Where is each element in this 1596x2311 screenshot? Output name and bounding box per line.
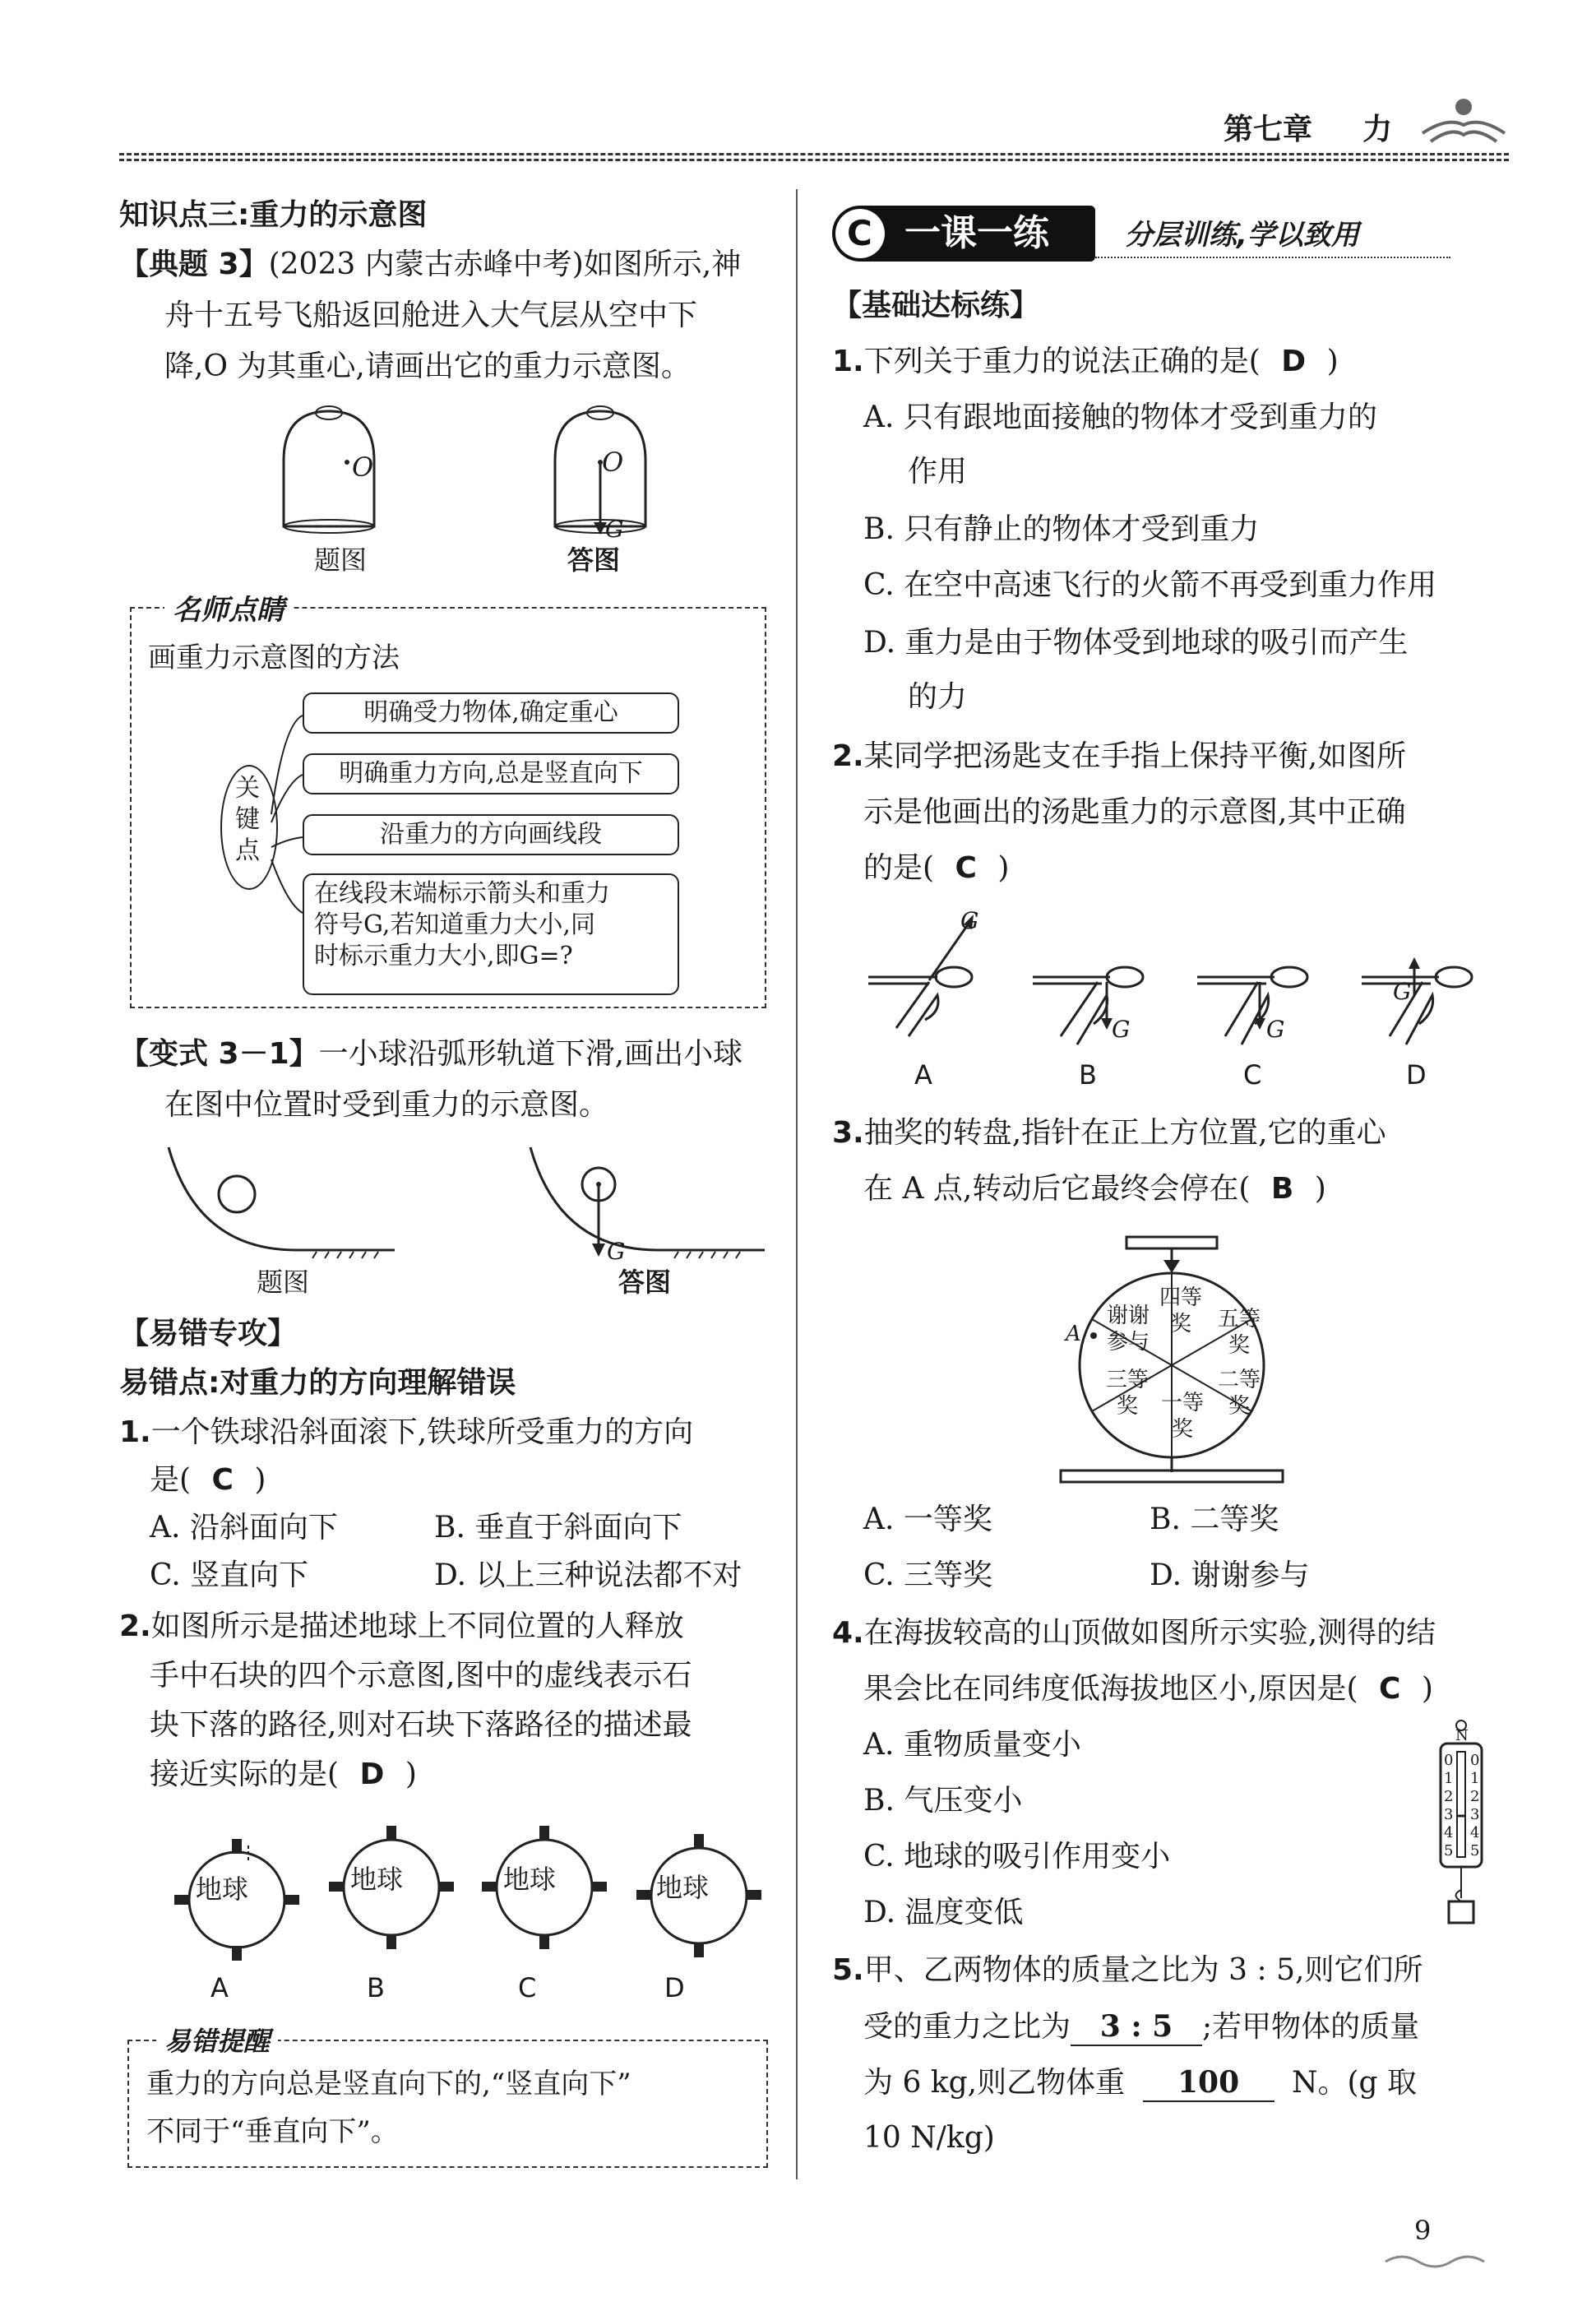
column-divider	[796, 189, 798, 2179]
r-q4-text1: 在海拔较高的山顶做如图所示实验,测得的结	[863, 1616, 1436, 1650]
mistake-q2-line3: 块下落的路径,则对石块下落路径的描述最	[150, 1708, 692, 1742]
example3-line1	[119, 247, 741, 283]
r-q1-option-a1: A. 只有跟地面接触的物体才受到重力的	[863, 401, 1377, 434]
r-q4-text2: 果会比在同纬度低海拔地区小,原因是(	[863, 1672, 1358, 1706]
r-q5-line3	[863, 2064, 1417, 2102]
r-q4-option-a: A. 重物质量变小	[863, 1728, 1081, 1762]
capsule-question-caption: 题图	[314, 544, 368, 576]
footer-ornament-icon	[1381, 2252, 1488, 2272]
scale-tick-1: 1	[1444, 1770, 1454, 1787]
r-q3-line1	[832, 1115, 1386, 1151]
page-number: 9	[1414, 2215, 1432, 2246]
tip-method: 画重力示意图的方法	[148, 641, 400, 674]
mistake-q1-line2	[150, 1462, 266, 1498]
r-q3-paren-close: )	[1314, 1172, 1326, 1206]
key-point-1: 明确受力物体,确定重心	[303, 692, 679, 734]
earth-c-label: C	[518, 1972, 537, 2003]
scale-tick-0: 0	[1444, 1752, 1454, 1769]
wheel-sector-5: 三等奖	[1105, 1368, 1149, 1419]
mistake-q1-num: 1.	[119, 1415, 151, 1449]
r-q4-option-d: D. 温度变低	[863, 1896, 1024, 1929]
r-q3-text2: 在 A 点,转动后它最终会停在(	[863, 1172, 1251, 1206]
r-q1-num: 1.	[832, 345, 864, 378]
r-q3-option-c: C. 三等奖	[863, 1558, 993, 1592]
spoon-figure-b	[1028, 946, 1151, 1053]
mistake-q2-num: 2.	[119, 1609, 151, 1643]
capsule-answer-caption: 答图	[567, 544, 621, 576]
header-rule	[119, 153, 1509, 155]
spoon-figure-c	[1192, 946, 1316, 1053]
mistake-q1-text1: 一个铁球沿斜面滚下,铁球所受重力的方向	[150, 1415, 694, 1449]
r-q1-paren-close: )	[1326, 345, 1339, 378]
track-question-figure	[164, 1143, 403, 1267]
r-q5-text4: 为 6 kg,则乙物体重	[863, 2066, 1126, 2100]
r-q3-option-a: A. 一等奖	[863, 1503, 992, 1536]
mistake-q1-option-d: D. 以上三种说法都不对	[434, 1558, 742, 1592]
scale-tick-2: 2	[1444, 1788, 1454, 1805]
r-q3-num: 3.	[832, 1116, 864, 1150]
r-q2-num: 2.	[832, 739, 864, 773]
mistake-q1-option-b: B. 垂直于斜面向下	[434, 1511, 682, 1545]
r-q1-option-c: C. 在空中高速飞行的火箭不再受到重力作用	[863, 568, 1437, 602]
r-q4-option-b: B. 气压变小	[863, 1784, 1023, 1818]
banner-rule	[1095, 257, 1450, 258]
mistake-warning-title: 易错提醒	[156, 2023, 278, 2059]
kp3-title: 知识点三:重力的示意图	[119, 198, 428, 232]
mistake-q2-line2: 手中石块的四个示意图,图中的虚线表示石	[150, 1659, 692, 1693]
mistake-q1-line1	[119, 1415, 693, 1451]
r-q2-line1	[832, 739, 1406, 775]
key-point-4-line1: 在线段末端标示箭头和重力	[314, 879, 610, 908]
prize-wheel-figure	[1061, 1234, 1283, 1489]
basic-section-title: 【基础达标练】	[832, 289, 1040, 322]
earth-b-text: 地球	[350, 1864, 404, 1895]
r-q2-line2: 示是他画出的汤匙重力的示意图,其中正确	[863, 795, 1406, 829]
variant31-text1: 一小球沿弧形轨道下滑,画出小球	[318, 1037, 743, 1071]
capsule-answer-figure	[543, 403, 658, 551]
header-rule-2	[119, 159, 1509, 161]
mistake-section-title: 【易错专攻】	[119, 1317, 298, 1350]
wheel-sector-1: 四等奖	[1159, 1285, 1202, 1336]
spoon-a-label: A	[914, 1059, 932, 1091]
scale-tick-r1: 1	[1470, 1770, 1480, 1787]
spoon-a-g: G	[960, 907, 979, 934]
earth-d-label: D	[664, 1972, 685, 2003]
capsule-o-label: O	[352, 452, 374, 483]
mistake-q1-option-a: A. 沿斜面向下	[150, 1511, 338, 1545]
example3-line2: 舟十五号飞船返回舱进入大气层从空中下	[164, 299, 698, 332]
r-q4-paren-close: )	[1421, 1672, 1433, 1706]
key-point-4-line2: 符号G,若知道重力大小,同	[314, 910, 595, 939]
variant31-line2: 在图中位置时受到重力的示意图。	[164, 1088, 609, 1122]
r-q5-text2: 受的重力之比为	[863, 2010, 1071, 2044]
mistake-q2-answer: D	[359, 1758, 385, 1791]
mistake-q1-answer: C	[211, 1463, 234, 1497]
r-q4-answer: C	[1378, 1672, 1401, 1706]
chapter-topic: 力	[1362, 113, 1393, 146]
r-q2-line3	[863, 850, 1009, 887]
mistake-point: 易错点:对重力的方向理解错误	[119, 1366, 516, 1400]
key-point-4-line3: 时标示重力大小,即G=?	[314, 942, 573, 970]
track-answer-g-label: G	[607, 1238, 626, 1265]
mistake-q2-paren-close: )	[405, 1758, 417, 1791]
mistake-q2-paren-open: 接近实际的是(	[150, 1758, 340, 1791]
r-q1-line1	[832, 344, 1339, 380]
teacher-tip-title: 名师点睛	[164, 592, 293, 628]
r-q2-answer: C	[955, 851, 977, 885]
key-point-2: 明确重力方向,总是竖直向下	[303, 753, 679, 794]
capsule-answer-o-label: O	[602, 447, 624, 478]
r-q5-line4: 10 N/kg)	[863, 2121, 995, 2155]
wheel-sector-3: 二等奖	[1217, 1368, 1261, 1419]
r-q3-answer: B	[1270, 1172, 1294, 1206]
scale-n-label: N	[1455, 1727, 1469, 1744]
track-answer-caption: 答图	[618, 1267, 672, 1298]
r-q4-option-c: C. 地球的吸引作用变小	[863, 1840, 1171, 1873]
mistake-q1-paren-close: )	[254, 1463, 266, 1497]
scale-tick-r5: 5	[1470, 1842, 1480, 1859]
mistake-q2-text1: 如图所示是描述地球上不同位置的人释放	[150, 1609, 684, 1643]
earth-b-label: B	[367, 1972, 385, 2003]
scale-tick-r3: 3	[1470, 1806, 1480, 1823]
scale-tick-3: 3	[1444, 1806, 1454, 1823]
mistake-q1-paren-open: 是(	[150, 1463, 192, 1497]
spoon-d-g: G	[1393, 978, 1412, 1005]
mistake-warning-line1: 重力的方向总是竖直向下的,“竖直向下”	[146, 2068, 631, 2100]
wheel-a-label: A	[1066, 1322, 1081, 1346]
key-point-3: 沿重力的方向画线段	[303, 814, 679, 855]
earth-a-label: A	[210, 1972, 229, 2003]
r-q3-line2	[863, 1171, 1326, 1207]
key-point-4	[303, 873, 679, 995]
scale-ticks-right	[1470, 1752, 1482, 1860]
r-q5-line1	[832, 1952, 1423, 1989]
chapter-label: 第七章	[1224, 113, 1313, 146]
mistake-q1-option-c: C. 竖直向下	[150, 1558, 309, 1592]
example3-tag: 【典题 3】	[119, 248, 269, 281]
r-q5-answer2: 100	[1143, 2064, 1274, 2102]
wheel-sector-4: 一等奖	[1160, 1391, 1204, 1442]
r-q4-num: 4.	[832, 1616, 864, 1650]
scale-tick-r2: 2	[1470, 1788, 1480, 1805]
r-q5-answer1: 3 : 5	[1071, 2008, 1202, 2046]
r-q4-line2	[863, 1671, 1433, 1707]
header-ornament-icon	[1414, 92, 1513, 150]
variant31-tag: 【变式 3－1】	[119, 1037, 319, 1071]
spoon-b-label: B	[1079, 1059, 1097, 1091]
example3-line3: 降,O 为其重心,请画出它的重力示意图。	[164, 350, 691, 383]
scale-ticks-left	[1444, 1752, 1455, 1860]
earth-d-text: 地球	[656, 1872, 710, 1903]
r-q5-num: 5.	[832, 1953, 864, 1987]
r-q1-option-b: B. 只有静止的物体才受到重力	[863, 512, 1260, 546]
earth-c-text: 地球	[503, 1864, 557, 1895]
key-points-label: 关键点	[235, 774, 260, 865]
r-q1-text1: 下列关于重力的说法正确的是(	[863, 345, 1261, 378]
scale-tick-r4: 4	[1470, 1824, 1480, 1841]
mistake-warning-line2: 不同于“垂直向下”。	[146, 2115, 399, 2148]
r-q5-text5: N。(g 取	[1292, 2066, 1418, 2100]
scale-tick-r0: 0	[1470, 1752, 1480, 1769]
spoon-c-label: C	[1243, 1059, 1262, 1091]
banner-subtitle: 分层训练,学以致用	[1125, 219, 1359, 252]
r-q4-line1	[832, 1615, 1436, 1651]
r-q3-text1: 抽奖的转盘,指针在正上方位置,它的重心	[863, 1116, 1386, 1150]
chapter-title	[1224, 112, 1392, 148]
variant31-line1	[119, 1036, 742, 1072]
r-q2-paren-open: 的是(	[863, 851, 935, 885]
spoon-figure-d	[1357, 946, 1480, 1053]
mistake-q2-line4	[150, 1757, 417, 1793]
wheel-sector-0: 谢谢参与	[1106, 1304, 1150, 1355]
wheel-sector-2: 五等奖	[1217, 1307, 1261, 1358]
earth-a-text: 地球	[196, 1873, 249, 1905]
r-q2-paren-close: )	[997, 851, 1010, 885]
example3-text1: (2023 内蒙古赤峰中考)如图所示,神	[268, 248, 742, 281]
spoon-b-g: G	[1112, 1016, 1131, 1043]
r-q5-text3: ;若甲物体的质量	[1202, 2010, 1420, 2044]
mistake-q2-line1	[119, 1609, 684, 1645]
r-q5-line2	[863, 2008, 1419, 2046]
r-q2-text1: 某同学把汤匙支在手指上保持平衡,如图所	[863, 739, 1407, 773]
key-points-connectors	[271, 707, 304, 970]
r-q5-text1: 甲、乙两物体的质量之比为 3 : 5,则它们所	[863, 1953, 1423, 1987]
r-q1-answer: D	[1281, 345, 1307, 378]
banner-letter: C	[847, 213, 872, 253]
banner-title: 一课一练	[904, 212, 1049, 254]
r-q1-option-a2: 作用	[908, 455, 968, 489]
r-q1-option-d1: D. 重力是由于物体受到地球的吸引而产生	[863, 626, 1409, 660]
scale-tick-5: 5	[1444, 1842, 1454, 1859]
scale-tick-4: 4	[1444, 1824, 1454, 1841]
spoon-c-g: G	[1266, 1016, 1285, 1043]
capsule-answer-g-label: G	[605, 516, 624, 543]
r-q3-option-d: D. 谢谢参与	[1150, 1558, 1310, 1592]
track-answer-figure	[526, 1143, 773, 1267]
r-q1-option-d2: 的力	[908, 680, 968, 714]
track-question-caption: 题图	[257, 1267, 310, 1298]
r-q3-option-b: B. 二等奖	[1150, 1503, 1279, 1536]
spoon-d-label: D	[1406, 1059, 1427, 1091]
